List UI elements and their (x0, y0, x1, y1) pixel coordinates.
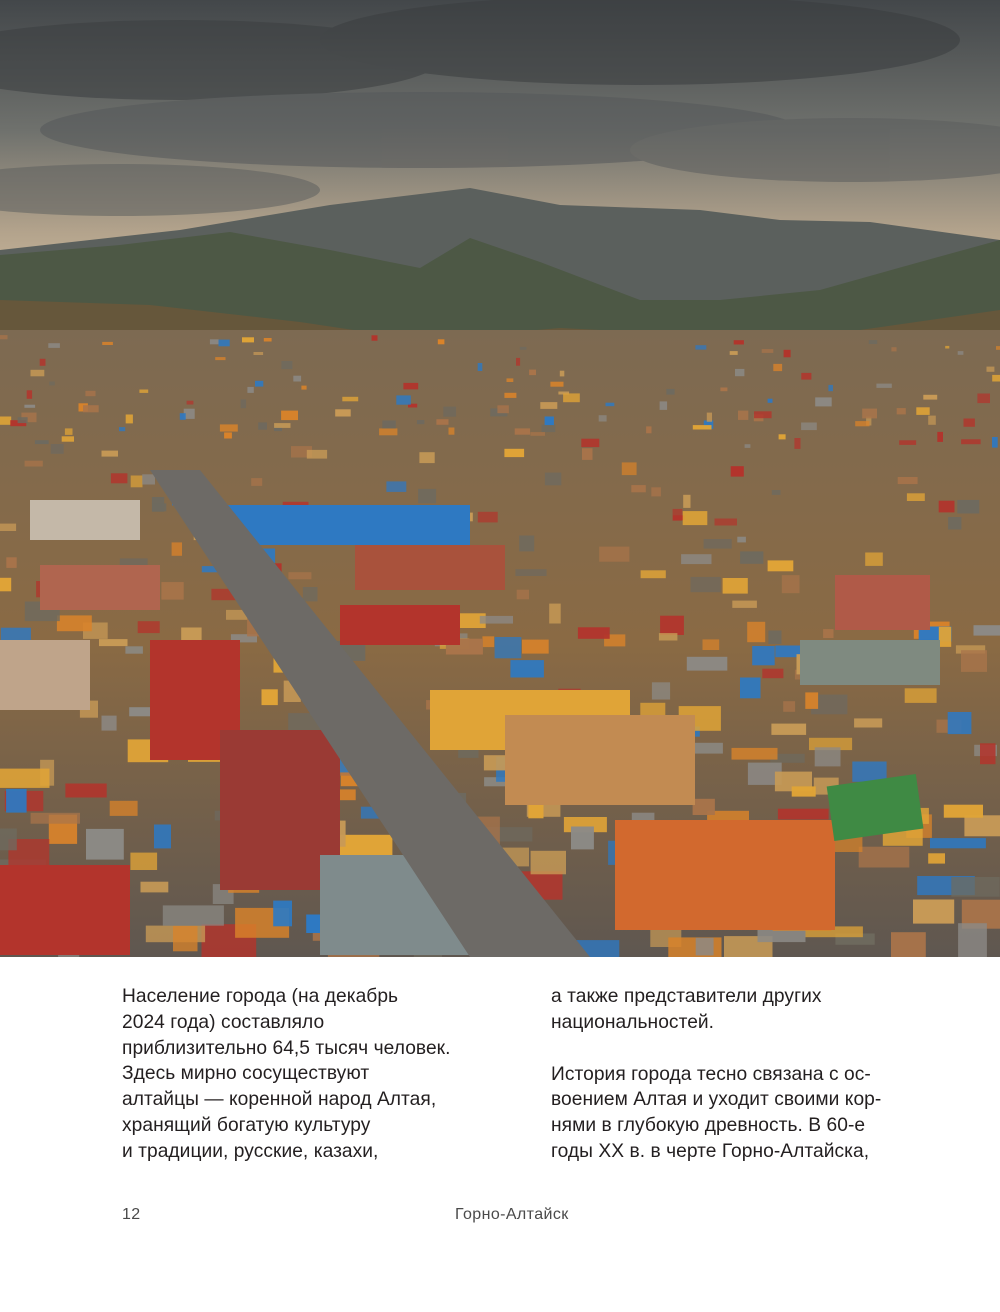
city-building (507, 378, 514, 382)
city-building (772, 490, 781, 495)
city-building (641, 570, 666, 578)
paragraph-line: алтайцы — коренной народ Алтая, (122, 1089, 437, 1111)
city-building (49, 382, 55, 386)
city-building (939, 501, 955, 513)
city-building (519, 536, 534, 552)
city-building (563, 393, 580, 402)
city-building (615, 820, 835, 930)
city-building (964, 815, 1000, 836)
city-building (0, 865, 130, 955)
city-building (542, 425, 556, 433)
city-building (529, 370, 536, 376)
city-building (862, 409, 877, 419)
city-building (340, 605, 460, 645)
city-building (964, 419, 975, 427)
city-building (436, 419, 448, 425)
city-building (958, 351, 964, 355)
city-building (241, 399, 247, 408)
city-building (652, 682, 670, 699)
city-building (545, 417, 554, 426)
city-building (651, 487, 661, 496)
city-building (220, 424, 238, 431)
city-building (141, 882, 169, 893)
city-building (703, 639, 720, 650)
city-building (865, 553, 883, 566)
city-building (6, 789, 27, 813)
city-building (891, 347, 896, 351)
city-building (138, 621, 160, 633)
city-building (382, 421, 396, 429)
paragraph-line: воением Алтая и уходит своими кор- (551, 1089, 882, 1111)
city-building (293, 376, 301, 382)
city-building (752, 646, 775, 665)
city-building (801, 423, 817, 431)
city-building (948, 517, 961, 530)
city-building (916, 407, 929, 415)
page-number: 12 (122, 1206, 141, 1223)
city-building (815, 747, 841, 766)
city-building (754, 411, 772, 418)
city-building (673, 509, 683, 521)
city-building (0, 335, 8, 339)
city-building (386, 481, 406, 492)
city-building (897, 408, 906, 414)
city-building (738, 411, 748, 420)
city-building (24, 405, 35, 408)
city-building (139, 390, 148, 393)
city-building (335, 409, 351, 416)
city-building (83, 405, 99, 412)
city-building (740, 551, 763, 563)
city-building (606, 403, 615, 407)
city-building (905, 688, 937, 703)
city-building (659, 633, 678, 640)
city-building (0, 417, 11, 425)
city-building (768, 631, 781, 645)
city-building (869, 340, 877, 344)
city-building (859, 847, 910, 868)
city-building (131, 476, 143, 488)
city-building (516, 358, 520, 366)
city-building (288, 572, 311, 579)
city-building (396, 395, 411, 404)
paragraph-gap (551, 1036, 931, 1062)
city-building (152, 497, 164, 512)
paragraph-line: хранящий богатую культуру (122, 1115, 371, 1137)
city-building (783, 701, 795, 712)
city-building (987, 367, 995, 372)
city-building (418, 489, 436, 503)
city-building (762, 669, 783, 679)
city-building (31, 370, 45, 377)
city-building (815, 397, 832, 406)
city-building (515, 428, 530, 434)
city-building (805, 692, 818, 709)
city-building (478, 512, 498, 523)
city-building (937, 432, 943, 442)
city-building (30, 500, 140, 540)
city-building (303, 587, 318, 601)
paragraph-line: История города тесно связана с ос- (551, 1063, 871, 1085)
city-building (247, 387, 253, 393)
city-building (0, 769, 50, 788)
city-building (187, 401, 194, 405)
city-building (560, 371, 565, 377)
paragraph-line: 2024 года) составляло (122, 1011, 325, 1033)
city-building (65, 428, 73, 435)
city-building (961, 439, 981, 444)
city-building (6, 557, 16, 568)
city-building (154, 825, 171, 849)
city-building (747, 622, 765, 642)
city-building (531, 851, 566, 875)
city-building (254, 352, 264, 355)
running-head: Горно-Алтайск (455, 1206, 569, 1223)
city-building (18, 417, 28, 423)
paragraph-line: Население города (на декабрь (122, 986, 399, 1007)
paragraph-line: национальностей. (551, 1011, 715, 1033)
paragraph-line: нями в глубокую древность. В 60-е (551, 1115, 866, 1137)
city-building (438, 339, 445, 344)
city-building (704, 539, 732, 549)
city-building (281, 411, 298, 421)
city-building (695, 345, 706, 349)
city-building (980, 743, 996, 764)
city-building (522, 640, 549, 654)
city-building (0, 640, 90, 710)
city-building (782, 575, 800, 593)
city-building (599, 547, 629, 562)
city-building (823, 629, 833, 638)
city-building (855, 421, 869, 426)
city-building (102, 716, 117, 731)
city-building (172, 542, 182, 555)
city-building (957, 500, 979, 514)
city-building (497, 405, 508, 413)
city-building (65, 784, 106, 798)
paragraph-line: и традиции, русские, казахи, (122, 1140, 379, 1162)
city-building (631, 485, 646, 492)
city-building (599, 415, 607, 421)
paragraph-line: а также представители других (551, 986, 822, 1007)
city-building (510, 660, 544, 677)
paragraph-line: приблизительно 64,5 тысяч человек. (122, 1037, 451, 1059)
city-building (974, 625, 1000, 635)
city-building (681, 554, 711, 564)
city-building (578, 627, 610, 639)
city-building (210, 339, 219, 344)
city-building (666, 389, 674, 395)
city-building (142, 474, 155, 484)
city-building (125, 646, 142, 653)
city-building (449, 428, 455, 435)
city-building (545, 473, 561, 486)
city-building (504, 449, 524, 457)
city-building (25, 461, 43, 467)
city-building (110, 801, 138, 816)
city-building (281, 361, 292, 369)
city-building (342, 397, 358, 402)
city-building (707, 413, 712, 422)
city-building (723, 578, 748, 594)
city-building (939, 627, 951, 647)
city-building (301, 386, 306, 390)
city-building (51, 444, 64, 454)
city-building (735, 369, 744, 376)
city-building (961, 650, 987, 672)
city-building (944, 805, 983, 818)
city-building (255, 381, 263, 387)
city-building (274, 423, 290, 428)
city-building (0, 524, 16, 531)
city-building (35, 440, 49, 444)
city-building (737, 537, 746, 543)
city-building (691, 577, 721, 592)
city-building (835, 575, 930, 630)
city-building (57, 615, 92, 631)
city-building (907, 493, 925, 501)
city-building (163, 905, 224, 925)
city-building (242, 337, 254, 342)
city-building (86, 829, 124, 860)
city-building (0, 829, 17, 851)
city-building (102, 451, 119, 457)
city-building (273, 901, 292, 927)
city-building (923, 395, 937, 400)
city-building (515, 569, 546, 576)
city-building (582, 448, 593, 460)
city-building (62, 436, 74, 441)
city-building (660, 616, 684, 635)
paragraph-line: Здесь мирно сосуществуют (122, 1063, 370, 1085)
city-building (31, 813, 80, 824)
city-building (794, 438, 800, 449)
city-building (800, 640, 940, 685)
city-building (27, 390, 32, 399)
city-building (550, 382, 563, 387)
city-building (734, 340, 744, 344)
city-building (251, 478, 262, 486)
city-building (111, 473, 128, 483)
city-building (258, 422, 267, 429)
city-building (784, 350, 791, 358)
city-building (876, 384, 891, 388)
city-building (683, 495, 690, 508)
city-building (891, 932, 926, 957)
city-building (683, 511, 708, 525)
city-building (792, 786, 816, 796)
city-building (958, 923, 987, 957)
city-building (720, 388, 727, 392)
body-text-right-column (551, 984, 931, 1165)
city-building (571, 827, 594, 850)
city-building (40, 359, 46, 366)
city-building (504, 393, 516, 398)
city-building (768, 560, 794, 571)
city-building (801, 373, 811, 380)
city-building (40, 565, 160, 610)
city-building (482, 636, 494, 647)
city-building (898, 477, 918, 484)
city-building (732, 601, 757, 608)
city-building (622, 462, 637, 475)
city-building (771, 724, 806, 735)
city-building (745, 444, 751, 448)
city-building (264, 338, 272, 342)
city-building (126, 415, 133, 424)
city-building (852, 762, 886, 782)
city-building (0, 578, 11, 592)
city-building (540, 402, 557, 409)
city-building (215, 357, 225, 360)
city-building (530, 432, 545, 436)
city-building (102, 342, 113, 345)
city-building (355, 545, 505, 590)
city-building (495, 637, 522, 658)
city-building (992, 375, 1000, 382)
city-building (930, 838, 986, 848)
city-building (715, 519, 738, 526)
city-building (977, 394, 990, 404)
city-building (379, 428, 397, 435)
paragraph-line: годы XX в. в черте Горно-Алтайска, (551, 1141, 870, 1163)
city-building (730, 351, 738, 355)
city-building (945, 346, 949, 349)
city-building (646, 426, 651, 433)
city-building (732, 748, 778, 760)
city-building (996, 346, 1000, 350)
city-building (417, 420, 425, 424)
city-building (161, 582, 183, 600)
city-building (478, 363, 483, 371)
city-building (99, 639, 128, 646)
city-building (262, 689, 278, 705)
city-building (419, 452, 434, 463)
city-building (505, 715, 695, 805)
city-building (581, 439, 599, 447)
city-building (173, 926, 198, 951)
city-building (951, 877, 999, 897)
city-building (224, 432, 232, 438)
city-building (687, 657, 728, 671)
city-building (443, 407, 456, 417)
city-building (220, 505, 470, 545)
city-building (928, 853, 945, 863)
city-building (403, 383, 418, 390)
city-building (992, 437, 998, 448)
city-building (693, 799, 715, 815)
city-building (372, 335, 378, 340)
city-building (549, 604, 561, 624)
city-building (180, 413, 186, 420)
body-text-left-column (122, 984, 502, 1165)
city-building (48, 343, 60, 348)
city-building (130, 853, 157, 870)
city-building (731, 466, 744, 476)
city-building (480, 616, 513, 624)
city-building (740, 678, 761, 699)
city-building (779, 434, 786, 439)
city-building (660, 401, 668, 410)
city-building (517, 590, 529, 600)
city-building (773, 364, 782, 371)
city-building (828, 385, 833, 391)
city-building (696, 938, 714, 956)
city-building (219, 340, 230, 347)
city-building (854, 718, 882, 727)
city-building (693, 425, 712, 429)
city-building (520, 347, 527, 350)
city-building (762, 349, 774, 353)
city-building (928, 416, 936, 425)
city-building (768, 399, 773, 403)
city-building (913, 900, 954, 924)
city-building (119, 427, 125, 431)
city-building (778, 809, 829, 820)
city-building (85, 391, 95, 396)
city-building (899, 440, 916, 445)
city-building (948, 712, 972, 734)
city-building (307, 450, 327, 459)
